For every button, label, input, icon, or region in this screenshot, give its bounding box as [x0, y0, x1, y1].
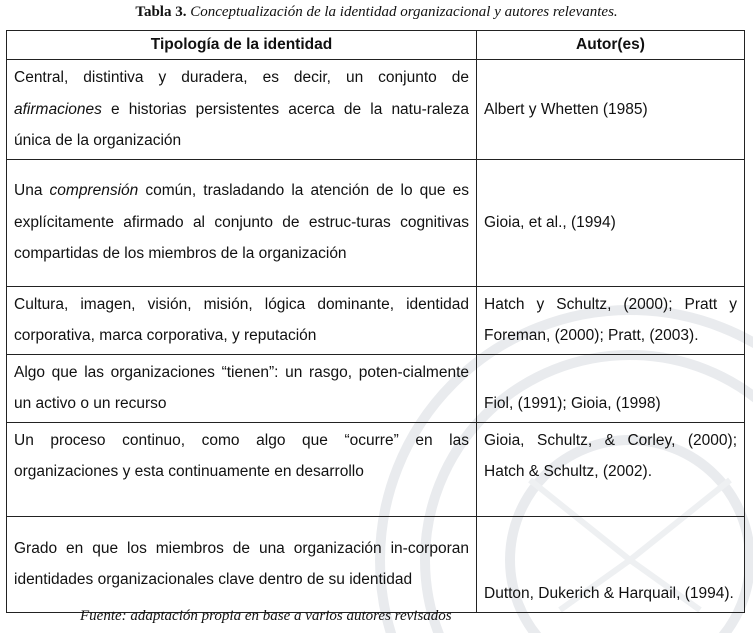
header-authors: Autor(es)	[477, 31, 745, 60]
author-cell: Hatch y Schultz, (2000); Pratt y Foreman, (2000); Pratt, (2003).	[477, 286, 745, 354]
table-row	[7, 354, 745, 422]
typology-cell: Un proceso continuo, como algo que “ocurre” en las organizaciones y esta continuamente en desarrollo	[7, 422, 477, 516]
author-cell: Albert y Whetten (1985)	[477, 60, 745, 160]
identity-table	[6, 30, 745, 613]
typology-cell: Una comprensión común, trasladando la atención de lo que es explícitamente afirmado al conjunto de estruc-turas cognitivas compartidas de los miembros de la organización	[7, 159, 477, 286]
typology-cell: Grado en que los miembros de una organización in-corporan identidades organizacionales clave dentro de su identidad	[7, 516, 477, 612]
table-row	[7, 159, 745, 286]
typology-cell: Central, distintiva y duradera, es decir, un conjunto de afirmaciones e historias persistentes acerca de la natu-raleza única de la organización	[7, 60, 477, 160]
table-caption	[0, 4, 753, 21]
table-row	[7, 60, 745, 160]
caption-text: Conceptualización de la identidad organizacional y autores relevantes.	[190, 4, 618, 20]
table-header-row	[7, 31, 745, 60]
typology-cell: Algo que las organizaciones “tienen”: un rasgo, poten-cialmente un activo o un recurso	[7, 354, 477, 422]
caption-label: Tabla 3.	[135, 4, 187, 20]
table-source-note: Fuente: adaptación propia en base a varios autores revisados	[80, 608, 452, 624]
author-cell: Fiol, (1991); Gioia, (1998)	[477, 354, 745, 422]
typology-cell: Cultura, imagen, visión, misión, lógica dominante, identidad corporativa, marca corporativa, y reputación	[7, 286, 477, 354]
author-cell: Gioia, et al., (1994)	[477, 159, 745, 286]
author-cell: Dutton, Dukerich & Harquail, (1994).	[477, 516, 745, 612]
header-typology: Tipología de la identidad	[7, 31, 477, 60]
table-row	[7, 516, 745, 612]
author-cell: Gioia, Schultz, & Corley, (2000); Hatch & Schultz, (2002).	[477, 422, 745, 516]
table-row	[7, 286, 745, 354]
table-row	[7, 422, 745, 516]
